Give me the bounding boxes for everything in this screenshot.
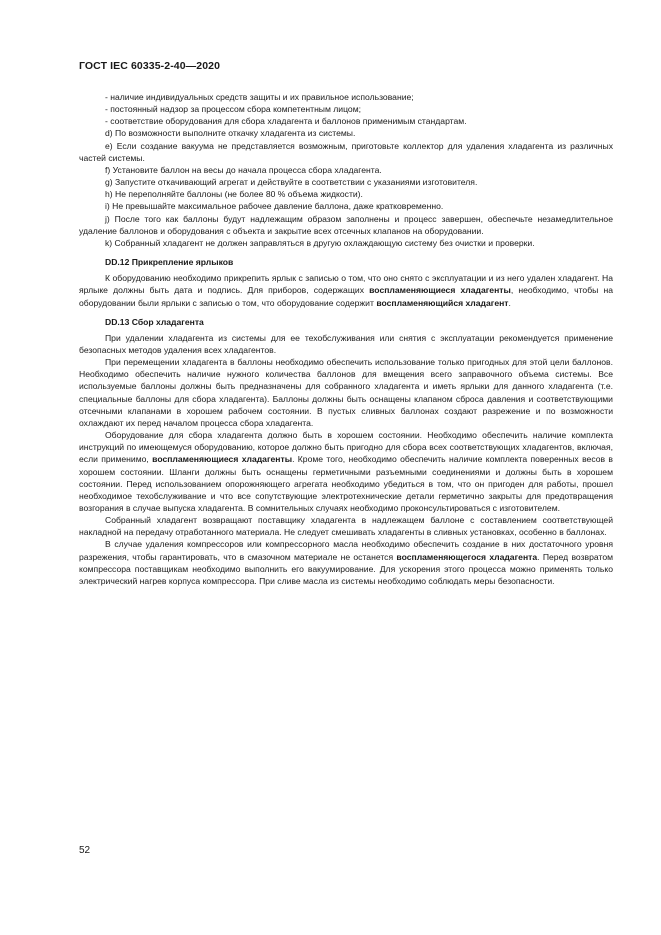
step-k: k) Собранный хладагент не должен заправляться в другую охлаждающую систему без очистки и проверки. — [105, 237, 535, 248]
list-item: - постоянный надзор за процессом сбора компетентным лицом; — [105, 104, 361, 115]
step-h: h) Не переполняйте баллоны (не более 80 % объема жидкости). — [105, 189, 363, 200]
step-j: j) После того как баллоны будут надлежащим образом заполнены и процесс завершен, обеспечьте незамедлительное удаление баллонов и оборудования с объекта и закрытие всех отсечных клапанов на оборудовании. — [79, 213, 613, 236]
list-item: - наличие индивидуальных средств защиты и их правильное использование; — [105, 92, 414, 102]
section-heading-dd13: DD.13 Сбор хладагента — [105, 316, 204, 327]
step-e: e) Если создание вакуума не представляется возможным, приготовьте коллектор для удаления хладагента из различных частей системы. — [79, 140, 613, 163]
standard-header: ГОСТ IEC 60335-2-40—2020 — [79, 60, 221, 72]
dd13-paragraph-5 — [79, 538, 613, 587]
dd12-paragraph — [79, 272, 613, 308]
dd13-paragraph-2: При перемещении хладагента в баллоны необходимо обеспечить использование только пригодных для этой цели баллонов. Необходимо обеспечить наличие нужного количества баллонов для вмещения всего заправочного объема системы. Все используемые баллоны должны быть предназначены для собранного хладагента и иметь ярлыки для данного хладагента (т.е. специальные баллоны для сбора хладагента). Баллоны должны быть оснащены клапаном сброса давления и соответствующими отсечными клапанами в хорошем рабочем состоянии. В пустых сливных баллонах создают разрежение и по возможности охлаждают их перед началом процесса сбора хладагента. — [79, 357, 613, 428]
text-run: . Кроме того, необходимо обеспечить наличие комплекта поверенных весов в хорошем состоянии. Шланги должны быть оснащены герметичными разъемными соединениями и должны быть в хорошем состоянии. Перед использованием опорожняющего агрегата необходимо убедиться в том, что он пригоден для работы, прошел необходимое техобслуживание и что все сопутствующие электротехнические детали герметично закрыты для предотвращения возгорания в случае выпуска хладагента. В сомнительных случаях необходимо проконсультироваться с изготовителем. — [79, 454, 613, 513]
term-flammable-refrigerants: воспламеняющиеся хладагенты — [369, 285, 511, 296]
text-run: . — [508, 297, 511, 308]
dd13-paragraph-1: При удалении хладагента из системы для ее техобслуживания или снятия с эксплуатации рекомендуется применение безопасных методов удаления всех хладагентов. — [79, 332, 613, 355]
list-item: - соответствие оборудования для сбора хладагента и баллонов применимым стандартам. — [105, 116, 467, 127]
step-i: i) Не превышайте максимальное рабочее давление баллона, даже кратковременно. — [105, 201, 444, 212]
term-flammable-refrigerant: воспламеняющегося хладагента — [396, 551, 538, 562]
section-heading-dd12: DD.12 Прикрепление ярлыков — [105, 257, 234, 268]
term-flammable-refrigerant: воспламеняющийся хладагент — [376, 297, 509, 308]
page-number: 52 — [79, 845, 91, 856]
step-f: f) Установите баллон на весы до начала процесса сбора хладагента. — [105, 164, 382, 175]
text-run: В случае удаления компрессоров или компрессорного масла необходимо обеспечить создание в них достаточного уровня разрежения, чтобы гарантировать, что в смазочном материале не останется — [79, 539, 613, 562]
term-flammable-refrigerants: воспламеняющиеся хладагенты — [152, 454, 293, 465]
text-run: , необходимо, чтобы на оборудовании были ярлыки с записью о том, что оборудование содержит — [79, 285, 613, 308]
text-run: Оборудование для сбора хладагента должно быть в хорошем состоянии. Необходимо обеспечить наличие комплекта инструкций по имеющемуся оборудованию, которое должно быть пригодно для сбора всех соответствующих хладагентов, включая, если применимо, — [79, 430, 613, 465]
dd13-paragraph-3 — [79, 429, 613, 514]
dd13-paragraph-4: Собранный хладагент возвращают поставщику хладагента в надлежащем баллоне с составлением соответствующей накладной на передачу отработанного материала. Не следует смешивать хладагенты в сливных установках, особенно в баллонах. — [79, 515, 613, 538]
document-body — [79, 91, 613, 587]
text-run: . Перед возвратом компрессора поставщикам необходимо выполнить его вакуумирование. Для ускорения этого процесса можно применять только электрический нагрев корпуса компрессора. При сливе масла из системы необходимо соблюдать меры безопасности. — [79, 551, 614, 586]
step-d: d) По возможности выполните откачку хладагента из системы. — [105, 128, 356, 139]
step-g: g) Запустите откачивающий агрегат и действуйте в соответствии с указаниями изготовителя. — [105, 177, 478, 188]
text-run: К оборудованию необходимо прикрепить ярлык с записью о том, что оно снято с эксплуатации и из него удален хладагент. На ярлыке должны быть дата и подпись. Для приборов, содержащих — [79, 273, 613, 296]
